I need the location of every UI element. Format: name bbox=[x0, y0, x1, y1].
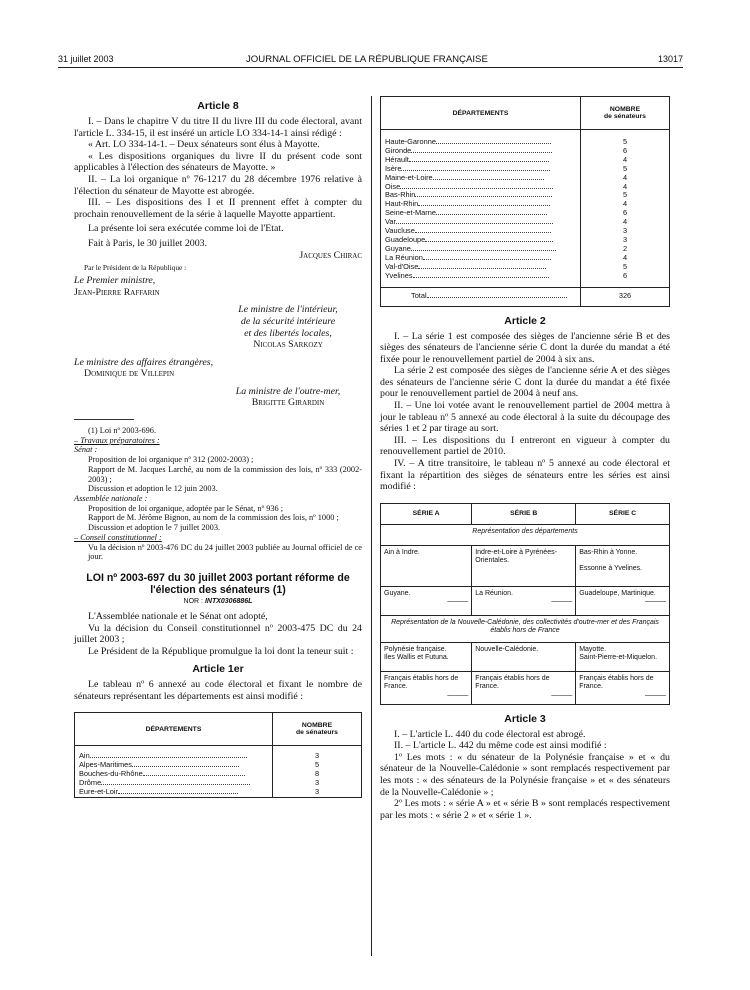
departement-name: Bouches-du-Rhône bbox=[75, 770, 273, 779]
series-c-cell: Guadeloupe, Martinique. ——— bbox=[576, 586, 670, 615]
senator-count: 5 bbox=[273, 761, 362, 770]
article-1-paragraph: Le tableau nº 6 annexé au code électoral et fixant le nombre de sénateurs représentant les départements est ainsi modifié : bbox=[74, 679, 362, 702]
series-b-cell: Nouvelle-Calédonie. bbox=[472, 642, 576, 671]
senator-count: 4 bbox=[581, 200, 670, 209]
senator-count: 3 bbox=[273, 788, 362, 797]
senator-count: 8 bbox=[273, 770, 362, 779]
article-2-paragraph: II. – Une loi votée avant le renouvellement partiel de 2004 mettra à jour le tableau nº 5 annexé au code électoral à la suite du découpage des séries 1 et 2 par tirage au sort. bbox=[380, 400, 670, 435]
column-divider bbox=[371, 96, 372, 956]
senator-count: 2 bbox=[581, 245, 670, 254]
page-header bbox=[58, 53, 683, 68]
table-row bbox=[75, 788, 362, 797]
series-b-cell: Indre-et-Loire à Pyrénées-Orientales. bbox=[472, 545, 576, 586]
series-a-cell: Ain à Indre. bbox=[381, 545, 472, 586]
article-8-paragraph: II. – La loi organique nº 76-1217 du 28 décembre 1976 relative à l'élection du sénateur de Mayotte est abrogée. bbox=[74, 173, 362, 197]
interior-minister-title: et des libertés locales, bbox=[244, 327, 332, 339]
series-section-departements: Représentation des départements bbox=[381, 524, 670, 545]
departement-name: Hérault bbox=[381, 156, 581, 165]
article-2-paragraph: III. – Les dispositions du I entreront en vigueur à compter du renouvellement partiel de 2010. bbox=[380, 434, 670, 458]
senator-count: 3 bbox=[273, 779, 362, 788]
senator-count: 3 bbox=[273, 752, 362, 761]
departement-name: Seine-et-Marne bbox=[381, 209, 581, 218]
foreign-minister-name: Dominique de Villepin bbox=[84, 368, 175, 380]
header-nombre-line1: NOMBRE bbox=[609, 106, 641, 113]
footnote-line: Vu la décision nº 2003-476 DC du 24 juillet 2003 publiée au Journal officiel de ce jour. bbox=[88, 542, 362, 562]
footnotes bbox=[74, 426, 362, 562]
departement-name: Yvelines bbox=[381, 272, 581, 281]
departement-name: Alpes-Maritimes bbox=[75, 761, 273, 770]
right-column bbox=[380, 96, 670, 821]
series-table bbox=[380, 503, 670, 705]
law-preamble: Vu la décision du Conseil constitutionnel nº 2003-475 DC du 24 juillet 2003 ; bbox=[74, 622, 362, 646]
overseas-minister-title: La ministre de l'outre-mer, bbox=[235, 385, 341, 397]
execution-clause: La présente loi sera exécutée comme loi de l'Etat. bbox=[88, 223, 284, 235]
departement-name: Maine-et-Loire bbox=[381, 174, 581, 183]
departement-name: Haut-Rhin bbox=[381, 200, 581, 209]
departement-name: Ain bbox=[75, 752, 273, 761]
departement-name: La Réunion bbox=[381, 254, 581, 263]
prime-minister-title: Le Premier ministre, bbox=[74, 275, 156, 287]
article-3-paragraph: 2º Les mots : « série A » et « série B » sont remplacés respectivement par les mots : « série 2 » et « série 1 ». bbox=[380, 798, 670, 821]
header-journal-title: JOURNAL OFFICIEL DE LA RÉPUBLIQUE FRANÇAISE bbox=[246, 54, 488, 65]
article-3-paragraph: 1º Les mots : « du sénateur de la Polynésie française » et « du sénateur de la Nouvelle-Calédonie » sont remplacés respectivement par les mots : « des sénateurs de la Polynésie française » et « des sénateurs de la Nouvelle-Calédonie » ; bbox=[380, 751, 670, 798]
senator-count: 5 bbox=[581, 263, 670, 272]
nor-value: INTX0306886L bbox=[204, 597, 253, 605]
article-8-paragraph: « Les dispositions organiques du livre II du présent code sont applicables à l'élection des sénateurs de Mayotte. » bbox=[74, 150, 362, 174]
departement-name: Val-d'Oise bbox=[381, 263, 581, 272]
nor-reference bbox=[74, 598, 362, 605]
footnote-line: Discussion et adoption le 12 juin 2003. bbox=[88, 484, 218, 494]
series-c-cell: Français établis hors de France. ——— bbox=[576, 671, 670, 704]
table-row bbox=[381, 272, 670, 281]
series-c-cell: Mayotte. Saint-Pierre-et-Miquelon. bbox=[576, 642, 670, 671]
footnote-line: (1) Loi nº 2003-696. bbox=[88, 426, 157, 436]
total-label: Total bbox=[381, 287, 581, 306]
footnote-line: Assemblée nationale : bbox=[74, 493, 148, 503]
series-a-cell: Polynésie française. Iles Wallis et Futuna. bbox=[381, 642, 472, 671]
footnote-line: Discussion et adoption le 7 juillet 2003. bbox=[88, 523, 221, 533]
departements-table-part1 bbox=[74, 712, 362, 798]
article-3-title: Article 3 bbox=[504, 712, 546, 725]
footnote-line: – Conseil constitutionnel : bbox=[74, 532, 162, 542]
senator-count: 4 bbox=[581, 183, 670, 192]
series-a-header: SÉRIE A bbox=[381, 503, 472, 524]
article-8-paragraph: I. – Dans le chapitre V du titre II du livre III du code électoral, avant l'article L. 334-15, il est inséré un article LO 334-14-1 ainsi rédigé : bbox=[74, 116, 362, 139]
interior-minister-title: Le ministre de l'intérieur, bbox=[238, 304, 338, 316]
footnote-line: Proposition de loi organique, adoptée par le Sénat, nº 936 ; bbox=[88, 503, 284, 513]
header-nombre-line2: de sénateurs bbox=[296, 729, 338, 737]
departement-name: Haute-Garonne bbox=[381, 138, 581, 147]
overseas-minister-name: Brigitte Girardin bbox=[251, 397, 325, 409]
senator-count: 5 bbox=[581, 165, 670, 174]
interior-minister-name: Nicolas Sarkozy bbox=[253, 339, 323, 351]
series-a-cell: Guyane. ——— bbox=[381, 586, 472, 615]
footnote-line: Sénat : bbox=[74, 445, 98, 455]
footnote-line: Rapport de M. Jacques Larché, au nom de la commission des lois, nº 333 (2002-2003) ; bbox=[88, 464, 362, 484]
by-president-label: Par le Président de la République : bbox=[84, 263, 187, 273]
footnote-line: Rapport de M. Jérôme Bignon, au nom de la commission des lois, nº 1000 ; bbox=[88, 513, 339, 523]
article-1-title: Article 1er bbox=[192, 663, 244, 676]
article-2-title: Article 2 bbox=[504, 314, 546, 327]
header-nombre-line1: NOMBRE bbox=[301, 722, 333, 730]
table-header-departements: DÉPARTEMENTS bbox=[381, 97, 581, 130]
senator-count: 6 bbox=[581, 272, 670, 281]
series-section-outremer: Représentation de la Nouvelle-Calédonie, des collectivités d'outre-mer et des Français établis hors de France bbox=[381, 615, 670, 642]
series-b-cell: La Réunion. ——— bbox=[472, 586, 576, 615]
header-date: 31 juillet 2003 bbox=[58, 54, 114, 64]
article-8-paragraph: III. – Les dispositions des I et II prennent effet à compter du prochain renouvellement de la série à laquelle Mayotte appartient. bbox=[74, 197, 362, 220]
table-total-row bbox=[381, 287, 670, 306]
senator-count: 3 bbox=[581, 227, 670, 236]
departement-name: Oise bbox=[381, 183, 581, 192]
footnote-separator bbox=[74, 419, 134, 420]
senator-count: 6 bbox=[581, 209, 670, 218]
president-signature: Jacques Chirac bbox=[299, 249, 362, 261]
senator-count: 4 bbox=[581, 156, 670, 165]
law-preamble: L'Assemblée nationale et le Sénat ont adopté, bbox=[88, 610, 268, 622]
foreign-minister-title: Le ministre des affaires étrangères, bbox=[74, 356, 214, 368]
interior-minister-title: de la sécurité intérieure bbox=[240, 315, 336, 327]
article-8-title: Article 8 bbox=[197, 100, 239, 112]
article-8-paragraph: « Art. LO 334-14-1. – Deux sénateurs sont élus à Mayotte. bbox=[88, 139, 320, 151]
senator-count: 5 bbox=[581, 191, 670, 200]
footnote-line: – Travaux préparatoires : bbox=[74, 435, 160, 445]
article-3-paragraph: II. – L'article L. 442 du même code est ainsi modifié : bbox=[394, 740, 607, 752]
senator-count: 6 bbox=[581, 147, 670, 156]
article-2-paragraph: La série 2 est composée des sièges de l'ancienne série A et des sièges des sénateurs de l'ancienne série C dont la durée du mandat a été fixée pour le renouvellement partiel de 2004 à neuf ans. bbox=[380, 365, 670, 400]
table-header-departements: DÉPARTEMENTS bbox=[75, 713, 273, 746]
nor-label: NOR : bbox=[183, 597, 203, 605]
series-b-header: SÉRIE B bbox=[472, 503, 576, 524]
article-2-paragraph: IV. – A titre transitoire, le tableau nº 5 annexé au code électoral et fixant la répartition des sièges de sénateurs entre les séries est ainsi modifié : bbox=[380, 458, 670, 493]
departement-name: Var bbox=[381, 218, 581, 227]
article-3-paragraph: I. – L'article L. 440 du code électoral est abrogé. bbox=[394, 728, 586, 740]
departement-name: Gironde bbox=[381, 147, 581, 156]
series-c-cell: Bas-Rhin à Yonne. Essonne à Yvelines. bbox=[576, 545, 670, 586]
header-page-number: 13017 bbox=[657, 54, 683, 64]
table-header-nombre bbox=[581, 97, 670, 130]
prime-minister-name: Jean-Pierre Raffarin bbox=[74, 286, 160, 298]
series-a-cell: Français établis hors de France. ——— bbox=[381, 671, 472, 704]
law-title: LOI nº 2003-697 du 30 juillet 2003 portant réforme de l'élection des sénateurs (1) bbox=[86, 571, 350, 596]
series-c-header: SÉRIE C bbox=[576, 503, 670, 524]
departements-table-part2 bbox=[380, 96, 670, 307]
senator-count: 3 bbox=[581, 236, 670, 245]
article-2-paragraph: I. – La série 1 est composée des sièges de l'ancienne série B et des sièges des sénateurs de l'ancienne série C dont la durée du mandat a été fixée pour le renouvellement partiel de 2004 à six ans. bbox=[380, 330, 670, 365]
senator-count: 4 bbox=[581, 218, 670, 227]
table-header-nombre bbox=[273, 713, 362, 746]
total-value: 326 bbox=[581, 287, 670, 306]
departement-name: Eure-et-Loir bbox=[75, 788, 273, 797]
departement-name: Vaucluse bbox=[381, 227, 581, 236]
senator-count: 4 bbox=[581, 254, 670, 263]
departement-name: Drôme bbox=[75, 779, 273, 788]
departement-name: Guyane bbox=[381, 245, 581, 254]
senator-count: 4 bbox=[581, 174, 670, 183]
header-nombre-line2: de sénateurs bbox=[604, 113, 646, 120]
departement-name: Isère bbox=[381, 165, 581, 174]
footnote-line: Proposition de loi organique nº 312 (2002-2003) ; bbox=[88, 455, 254, 465]
series-b-cell: Français établis hors de France. ——— bbox=[472, 671, 576, 704]
left-column bbox=[74, 96, 362, 798]
departement-name: Bas-Rhin bbox=[381, 191, 581, 200]
law-preamble: Le Président de la République promulgue la loi dont la teneur suit : bbox=[88, 645, 354, 657]
senator-count: 5 bbox=[581, 138, 670, 147]
signing-place-date: Fait à Paris, le 30 juillet 2003. bbox=[88, 237, 208, 249]
departement-name: Guadeloupe bbox=[381, 236, 581, 245]
